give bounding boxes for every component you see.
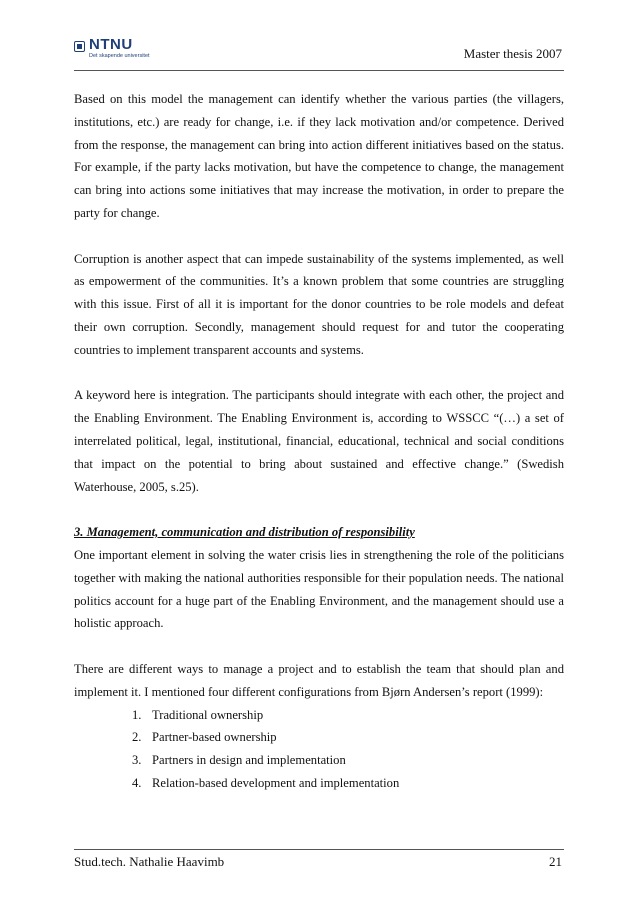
configurations-list — [74, 704, 564, 795]
paragraph-configurations: There are different ways to manage a project and to establish the team that should plan and implement it. I mentioned four different configurations from Bjørn Andersen’s report (1999): — [74, 661, 564, 699]
logo-mark-icon — [74, 41, 85, 52]
page-header — [74, 36, 564, 71]
page-number: 21 — [549, 854, 562, 869]
list-item-text: Traditional ownership — [152, 707, 264, 722]
list-item-number: 1. — [132, 707, 142, 722]
list-item-text: Relation-based development and implementation — [152, 775, 400, 790]
list-item-number: 2. — [132, 730, 142, 745]
footer-author: Stud.tech. Nathalie Haavimb — [74, 854, 225, 869]
paragraph-politics: One important element in solving the water crisis lies in strengthening the role of the politicians together with making the national authorities responsible for their population needs. The national politics account for a huge part of the Enabling Environment, and the management should use a holistic approach. — [74, 547, 564, 631]
paragraph-integration: A keyword here is integration. The participants should integrate with each other, the project and the Enabling Environment. The Enabling Environment is, according to WSSCC “(…) a set of interrelated political, legal, institutional, financial, educational, technical and social conditions that impact on the potential to bring about sustained and effective change.” (Swedish Waterhouse, 2005, s.25). — [74, 388, 564, 494]
ntnu-logo — [74, 36, 184, 64]
header-title: Master thesis 2007 — [463, 46, 562, 61]
list-item — [74, 772, 564, 795]
logo-subtitle: Det skapende universitet — [89, 53, 150, 59]
paragraph-corruption: Corruption is another aspect that can impede sustainability of the systems implemented, as well as empowerment of the communities. It’s a known problem that some countries are struggling with this issue. First of all it is important for the donor countries to be role models and defeat their own corruption. Secondly, management should request for and tutor the cooperating countries to implement transparent accounts and systems. — [74, 251, 564, 357]
page-footer — [74, 849, 564, 872]
paragraph-model: Based on this model the management can identify whether the various parties (the villagers, institutions, etc.) are ready for change, i.e. if they lack motivation and/or competence. Derived from the response, the management can bring into action different initiatives based on the status. For example, if the party lacks motivation, but have the competence to change, the management can bring into actions some initiatives that may increase the motivation, in order to prepare the party for change. — [74, 92, 564, 220]
list-item — [74, 726, 564, 749]
section-heading: 3. Management, communication and distribution of responsibility — [74, 525, 415, 540]
logo-text: NTNU — [89, 36, 133, 53]
list-item-text: Partners in design and implementation — [152, 753, 346, 768]
list-item-number: 3. — [132, 753, 142, 768]
list-item — [74, 749, 564, 772]
list-item-number: 4. — [132, 775, 142, 790]
page-body — [74, 88, 564, 795]
list-item-text: Partner-based ownership — [152, 730, 277, 745]
list-item — [74, 704, 564, 727]
